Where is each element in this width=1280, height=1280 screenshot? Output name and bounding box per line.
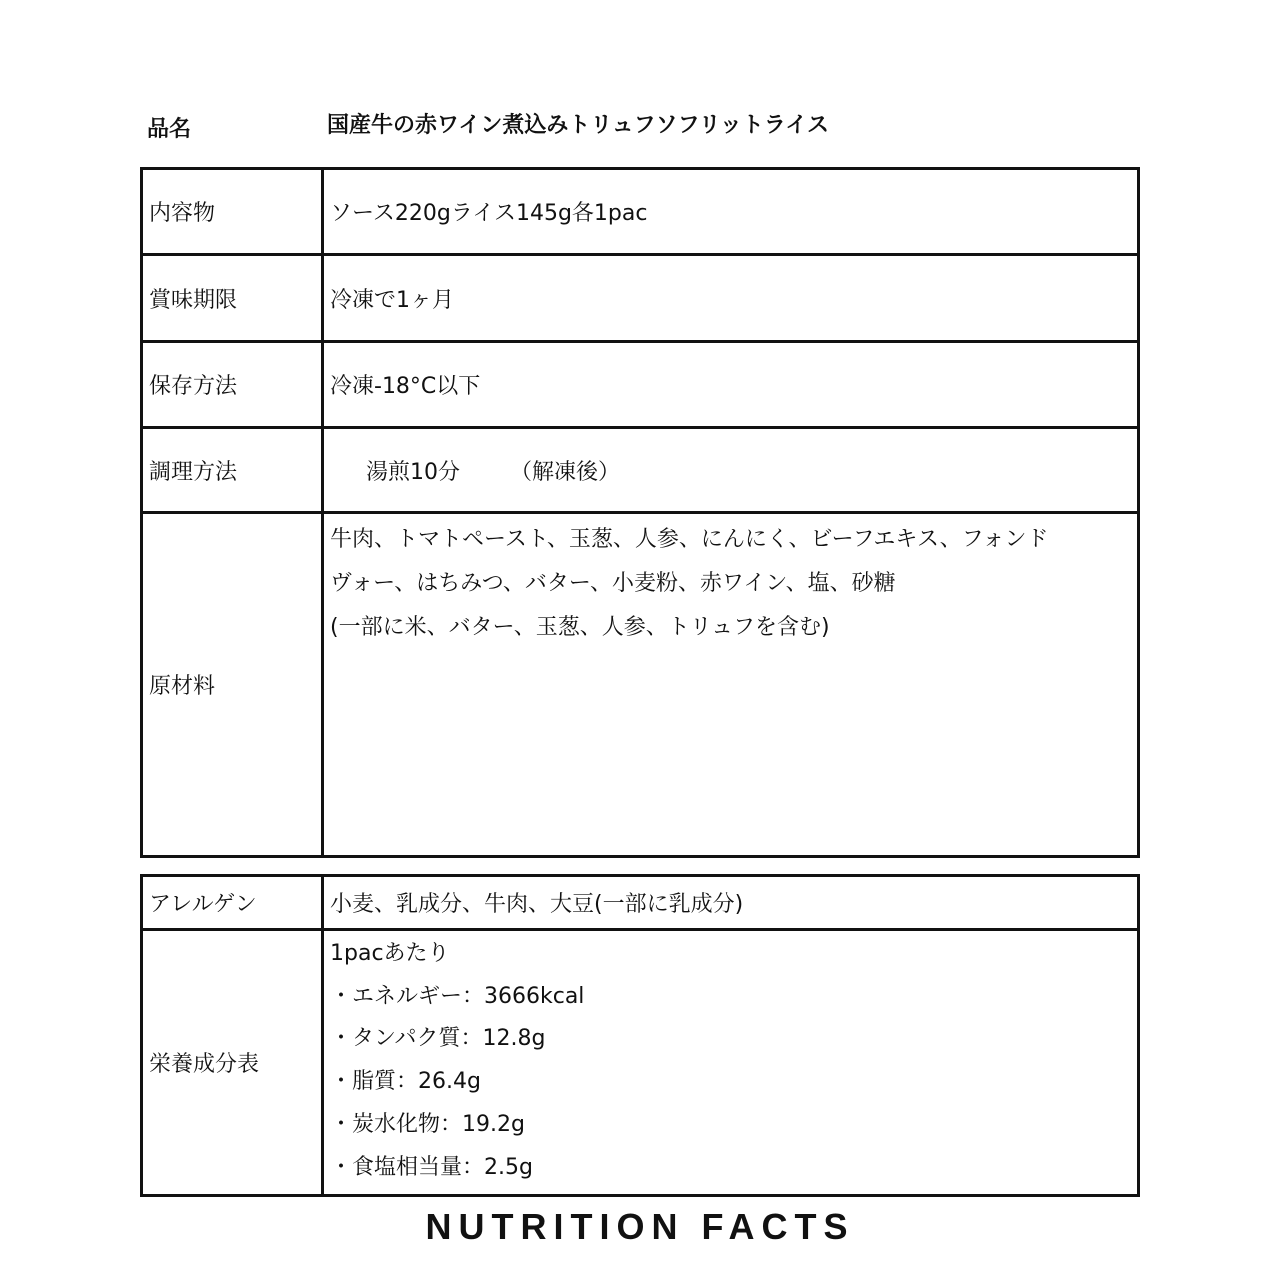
- ingredients-line: (一部に米、バター、玉葱、人参、トリュフを含む): [330, 615, 830, 640]
- nutrition-value: [323, 930, 1139, 1196]
- product-name-value: 国産牛の赤ワイン煮込みトリュフソフリットライス: [327, 113, 830, 138]
- nutrition-line: ・炭水化物：19.2g: [330, 1111, 525, 1137]
- product-name-row: [147, 108, 1147, 144]
- ingredients-line: ヴォー、はちみつ、バター、小麦粉、赤ワイン、塩、砂糖: [330, 571, 896, 596]
- storage-value: 冷凍-18°C以下: [323, 342, 1139, 428]
- contents-label: 内容物: [142, 169, 323, 255]
- ingredients-value: [323, 513, 1139, 857]
- table-row: [142, 513, 1139, 857]
- table-row: [142, 255, 1139, 342]
- table-row: [142, 876, 1139, 930]
- nutrition-line: 1pacあたり: [330, 941, 450, 966]
- nutrition-line: ・食塩相当量：2.5g: [330, 1154, 533, 1180]
- product-name-label: 品名: [147, 117, 192, 142]
- table-row: [142, 342, 1139, 428]
- storage-label: 保存方法: [142, 342, 323, 428]
- ingredients-line: 牛肉、トマトペースト、玉葱、人参、にんにく、ビーフエキス、フォンド: [330, 527, 1049, 552]
- table-row: [142, 930, 1139, 1196]
- ingredients-label: 原材料: [142, 513, 323, 857]
- best-before-label: 賞味期限: [142, 255, 323, 342]
- cooking-value: [323, 428, 1139, 513]
- cooking-note: （解凍後）: [510, 459, 621, 485]
- contents-value: ソース220gライス145g各1pac: [323, 169, 1139, 255]
- nutrition-line: ・エネルギー：3666kcal: [330, 983, 585, 1009]
- nutrition-line: ・タンパク質：12.8g: [330, 1026, 546, 1052]
- product-info-table: [140, 167, 1140, 858]
- footer-title: NUTRITION FACTS: [425, 1206, 855, 1247]
- allergen-nutrition-table: [140, 874, 1140, 1197]
- cooking-label: 調理方法: [142, 428, 323, 513]
- nutrition-line: ・脂質：26.4g: [330, 1069, 481, 1095]
- table-row: [142, 169, 1139, 255]
- best-before-value: 冷凍で1ヶ月: [323, 255, 1139, 342]
- nutrition-label: 栄養成分表: [142, 930, 323, 1196]
- allergen-label: アレルゲン: [142, 876, 323, 930]
- cooking-method: 湯煎10分: [366, 459, 460, 485]
- allergen-value: 小麦、乳成分、牛肉、大豆(一部に乳成分): [323, 876, 1139, 930]
- table-row: [142, 428, 1139, 513]
